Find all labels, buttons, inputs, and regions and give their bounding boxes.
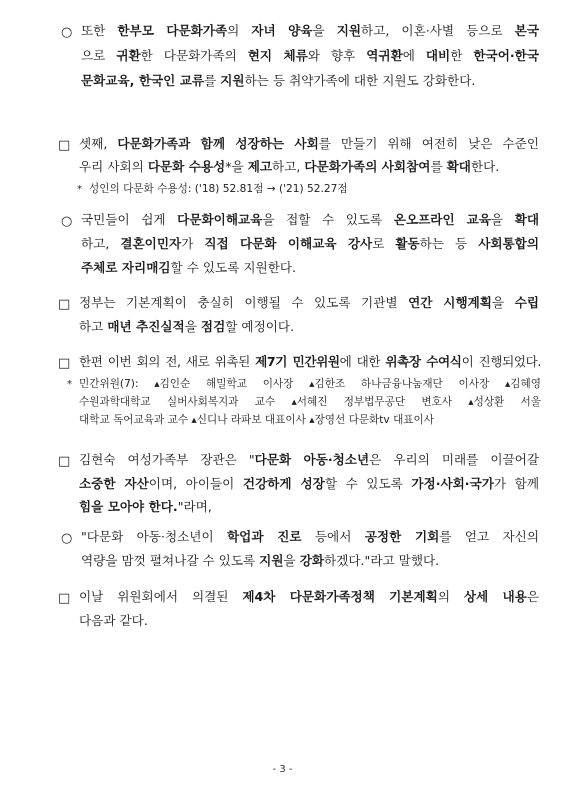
asterisk-mark: *	[77, 184, 82, 195]
text-line: 셋째, 다문화가족과 함께 성장하는 사회를 만들기 위해 여전히 낮은 수준인	[79, 136, 539, 151]
text-line: 이날 위원회에서 의결된 제4차 다문화가족정책 기본계획의 상세 내용은	[79, 589, 540, 604]
square-bullet: □	[58, 591, 71, 606]
text-line: 역량을 맘껏 펼쳐나갈 수 있도록 지원을 강화하겠다."라고 말했다.	[81, 553, 440, 568]
text-line: 소중한 자산이며, 아이들이 건강하게 성장할 수 있도록 가정·사회·국가가 함께	[79, 476, 539, 491]
text-line: 주체로 자리매김할 수 있도록 지원한다.	[81, 260, 297, 275]
text-line: 다음과 같다.	[79, 613, 148, 628]
text-line: 하고 매년 추진실적을 점검할 예정이다.	[79, 319, 295, 334]
text-line: 김현숙 여성가족부 장관은 "다문화 아동·청소년은 우리의 미래를 이끌어갈	[79, 452, 539, 467]
text-line: 정부는 기본계획이 충실히 이행될 수 있도록 기관별 연간 시행계획을 수립	[79, 295, 539, 310]
square-bullet: □	[58, 297, 71, 312]
text-line: 한편 이번 회의 전, 새로 위촉된 제7기 민간위원에 대한 위촉장 수여식이 진행되었다.	[79, 354, 541, 369]
circle-bullet: ○	[61, 531, 73, 546]
square-bullet: □	[58, 454, 71, 469]
committee-list-line: 수원과학대학교 실버사회복지과 교수 ▴서혜진 정부법무공단 변호사 ▴성상환 서울	[79, 396, 541, 408]
text-line: 으로 귀환한 다문화가족의 현지 체류와 향후 역귀환에 대비한 한국어·한국	[81, 48, 539, 63]
circle-bullet: ○	[61, 214, 73, 229]
committee-list-line: 대학교 독어교육과 교수 ▴신디나 라파보 대표이사 ▴장영선 다문화tv 대표이사	[79, 414, 435, 426]
square-bullet: □	[58, 356, 71, 371]
text-line: "다문화 아동·청소년이 학업과 진로 등에서 공정한 기회를 얻고 자신의	[81, 529, 539, 544]
text-line: 국민들이 쉽게 다문화이해교육을 접할 수 있도록 온오프라인 교육을 확대	[81, 212, 540, 227]
text-line: 힘을 모아야 한다."라며,	[79, 499, 212, 514]
asterisk-mark: *	[67, 379, 72, 390]
text-line: 하고, 결혼이민자가 직접 다문화 이해교육 강사로 활동하는 등 사회통합의	[81, 236, 540, 251]
footnote: 성인의 다문화 수용성: ('18) 52.81점 → ('21) 52.27점	[89, 183, 348, 195]
committee-list-line: 민간위원(7): ▴김인순 해밀학교 이사장 ▴김한조 하나금융나눔재단 이사장 ▴김혜영	[79, 378, 541, 390]
text-line: 또한 한부모 다문화가족의 자녀 양육을 지원하고, 이혼·사별 등으로 본국	[81, 23, 540, 38]
text-line: 우리 사회의 다문화 수용성*을 제고하고, 다문화가족의 사회참여를 확대한다.	[79, 159, 500, 174]
square-bullet: □	[58, 138, 71, 153]
text-line: 문화교육, 한국인 교류를 지원하는 등 취약가족에 대한 지원도 강화한다.	[81, 73, 476, 88]
page-number: - 3 -	[272, 764, 293, 775]
circle-bullet: ○	[61, 25, 73, 40]
